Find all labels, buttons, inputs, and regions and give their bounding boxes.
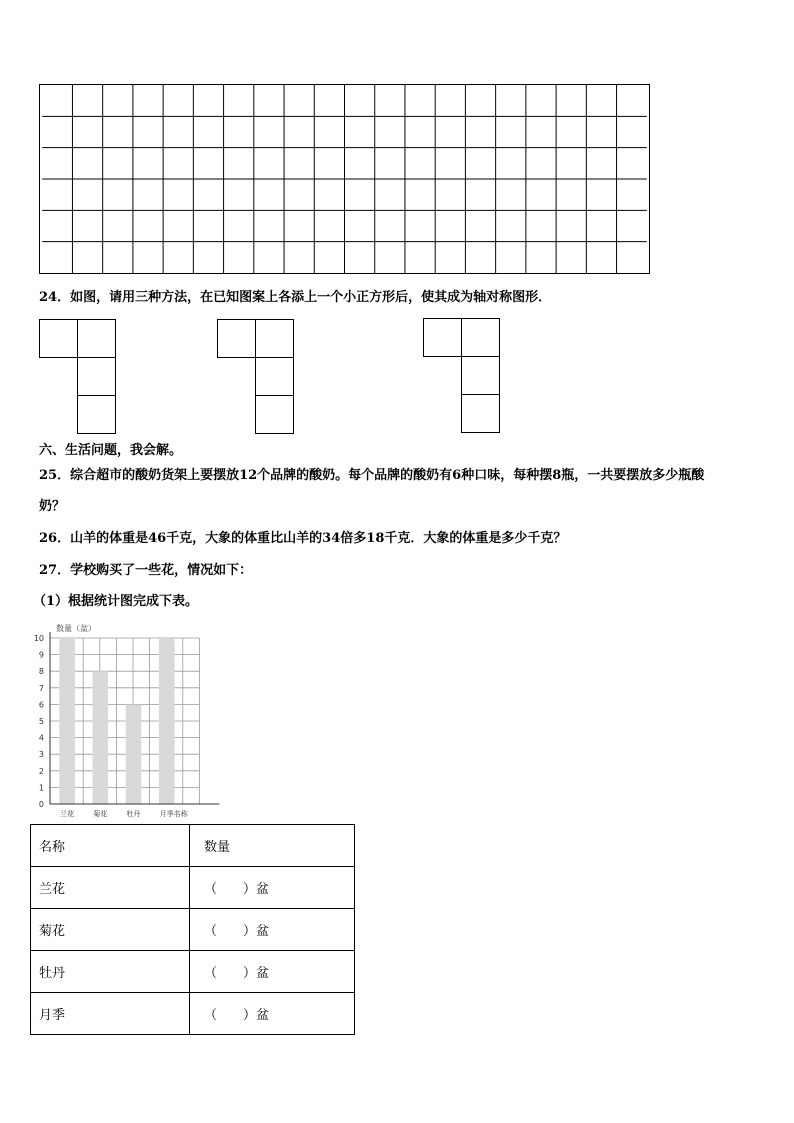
bar-菊花 (93, 671, 109, 804)
question-25-line-2: 奶？ (39, 499, 66, 514)
y-tick-label: 6 (38, 700, 44, 710)
table-row (31, 993, 355, 1035)
y-tick-label: 0 (38, 800, 44, 809)
answer-blank[interactable]: （ ） (204, 966, 257, 981)
unit: 盆 (256, 1008, 270, 1023)
x-tick-label: 菊花 (93, 810, 108, 818)
square (77, 357, 116, 396)
x-axis-label: 名称 (173, 810, 188, 818)
answer-table (30, 824, 355, 1035)
unit: 盆 (256, 966, 270, 981)
header-quantity: 数量 (190, 825, 355, 867)
square (423, 318, 462, 357)
square (461, 394, 500, 433)
bar-兰花 (59, 638, 75, 804)
table-row (31, 909, 355, 951)
answer-blank[interactable]: （ ） (204, 924, 257, 939)
figure-1 (39, 319, 117, 436)
table-header-row (31, 825, 355, 867)
table-row (31, 951, 355, 993)
square (39, 319, 78, 358)
question-27: 27．学校购买了一些花，情况如下： (39, 563, 253, 578)
cell-quantity[interactable] (190, 993, 355, 1035)
x-tick-label: 兰花 (60, 810, 75, 818)
cell-quantity[interactable] (190, 951, 355, 993)
answer-blank[interactable]: （ ） (204, 1008, 257, 1023)
y-tick-label: 3 (38, 750, 44, 760)
cell-name: 菊花 (31, 909, 190, 951)
figure-2 (217, 319, 295, 436)
y-tick-label: 2 (38, 766, 44, 776)
y-tick-label: 10 (33, 634, 44, 643)
cell-name: 牡丹 (31, 951, 190, 993)
y-tick-label: 7 (38, 683, 44, 693)
cell-quantity[interactable] (190, 909, 355, 951)
square (255, 319, 294, 358)
figure-3 (423, 318, 501, 435)
header-name: 名称 (31, 825, 190, 867)
square (77, 319, 116, 358)
square (461, 356, 500, 395)
question-25-line-1: 25．综合超市的酸奶货架上要摆放12个品牌的酸奶。每个品牌的酸奶有6种口味，每种摆8瓶，一共要摆放多少瓶酸 (39, 468, 705, 483)
y-tick-label: 4 (38, 733, 44, 743)
cell-name: 兰花 (31, 867, 190, 909)
cell-quantity[interactable] (190, 867, 355, 909)
y-axis-label: 数量（盆） (56, 624, 96, 633)
unit: 盆 (256, 924, 270, 939)
cell-name: 月季 (31, 993, 190, 1035)
unit: 盆 (256, 882, 270, 897)
square (255, 395, 294, 434)
question-27-part-1: （1）根据统计图完成下表。 (33, 594, 199, 609)
x-tick-label: 牡丹 (126, 810, 141, 818)
question-24: 24．如图，请用三种方法，在已知图案上各添上一个小正方形后，使其成为轴对称图形． (39, 290, 552, 305)
y-tick-label: 9 (38, 650, 44, 660)
bar-chart (30, 616, 250, 822)
question-26: 26．山羊的体重是46千克，大象的体重比山羊的34倍多18千克．大象的体重是多少千克？ (39, 531, 567, 546)
x-tick-label: 月季 (159, 810, 174, 818)
answer-blank[interactable]: （ ） (204, 882, 257, 897)
bar-月季 (159, 638, 175, 804)
y-tick-label: 1 (38, 783, 44, 793)
y-tick-label: 5 (38, 717, 44, 726)
drawing-grid (39, 84, 650, 274)
table-row (31, 867, 355, 909)
square (255, 357, 294, 396)
square (217, 319, 256, 358)
y-tick-label: 8 (38, 667, 44, 677)
square (461, 318, 500, 357)
section-title: 六、生活问题，我会解。 (39, 443, 183, 458)
square (77, 395, 116, 434)
bar-牡丹 (126, 704, 142, 804)
